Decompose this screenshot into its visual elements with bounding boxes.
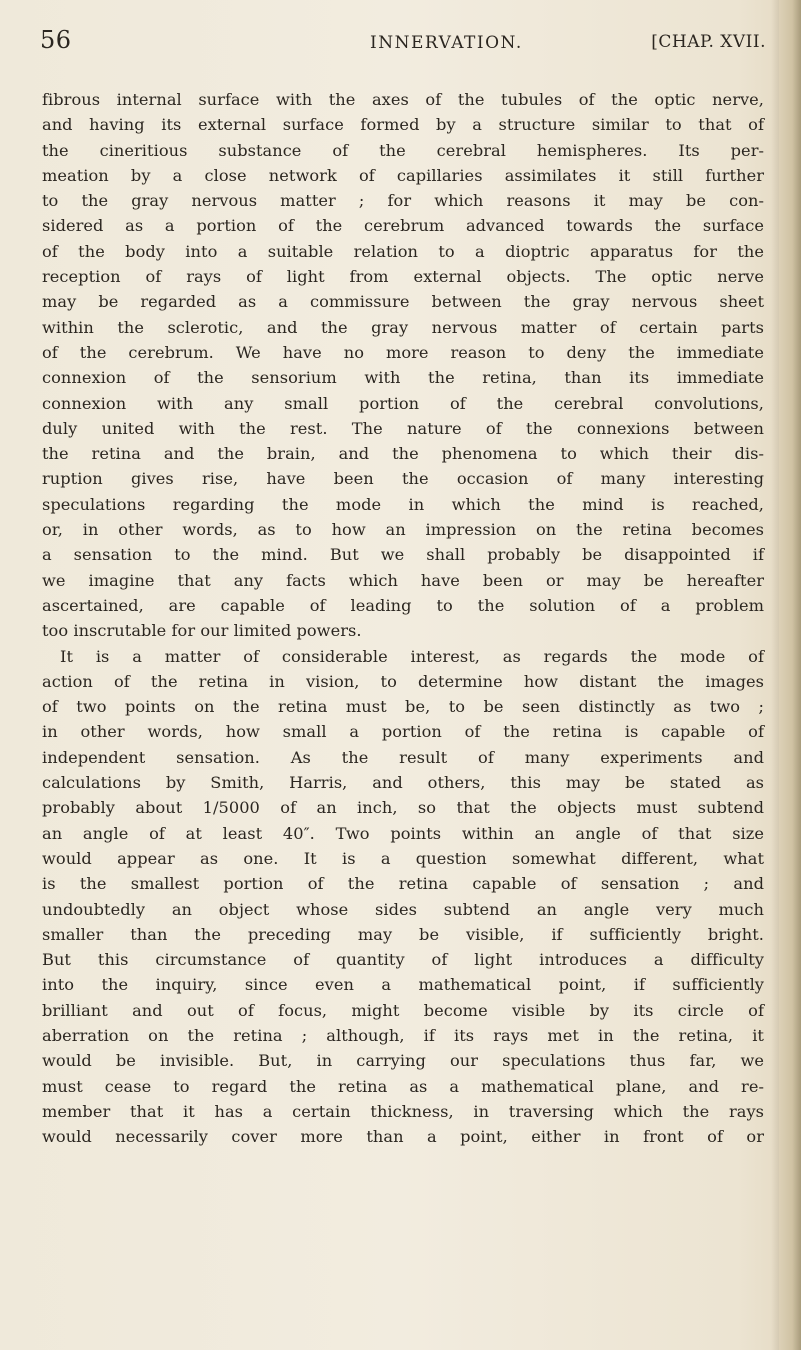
text-line: we imagine that any facts which have been or may be hereafter [42,570,764,590]
text-line: independent sensation. As the result of many experiments and [42,747,764,767]
text-line: connexion of the sensorium with the retina, than its immediate [42,368,764,388]
page-number: 56 [40,26,72,54]
text-line: of two points on the retina must be, to be seen distinctly as two ; [42,697,764,717]
text-line: of the body into a suitable relation to a dioptric apparatus for the [42,241,764,261]
text-line: too inscrutable for our limited powers. [42,621,362,641]
page-edge [779,0,801,1350]
text-line: action of the retina in vision, to determine how distant the images [42,671,764,691]
text-line: may be regarded as a commissure between the gray nervous sheet [42,292,764,312]
text-line: would necessarily cover more than a point, either in front of or [42,1127,764,1147]
text-line: calculations by Smith, Harris, and others, this may be stated as [42,773,764,793]
text-line: fibrous internal surface with the axes of the tubules of the optic nerve, [42,90,764,109]
text-line: within the sclerotic, and the gray nervous matter of certain parts [42,317,764,337]
chapter-reference: [CHAP. XVII. [651,32,766,52]
text-line: in other words, how small a portion of the retina is capable of [42,722,764,742]
running-head [40,22,766,62]
text-line: of the cerebrum. We have no more reason to deny the immediate [42,342,764,362]
text-line: ruption gives rise, have been the occasion of many interesting [42,469,764,489]
text-line: speculations regarding the mode in which the mind is reached, [42,494,764,514]
text-line: would be invisible. But, in carrying our speculations thus far, we [42,1051,764,1071]
text-line: the cineritious substance of the cerebral hemispheres. Its per- [42,140,764,160]
text-line: aberration on the retina ; although, if its rays met in the retina, it [42,1025,764,1045]
text-line: undoubtedly an object whose sides subtend an angle very much [42,899,764,919]
text-line: is the smallest portion of the retina capable of sensation ; and [42,874,764,894]
text-line: or, in other words, as to how an impression on the retina becomes [42,520,764,540]
text-line: a sensation to the mind. But we shall probably be disappointed if [42,545,764,565]
text-line: probably about 1/5000 of an inch, so that the objects must subtend [42,798,764,818]
text-line: meation by a close network of capillaries assimilates it still further [42,165,764,185]
text-line: duly united with the rest. The nature of the connexions between [42,418,764,438]
text-line: reception of rays of light from external objects. The optic nerve [42,267,764,287]
chapter-title: INNERVATION. [370,33,523,53]
text-line: to the gray nervous matter ; for which reasons it may be con- [42,191,764,211]
page-gutter-shadow [771,0,779,1350]
body-text [42,87,764,1149]
text-line: connexion with any small portion of the cerebral convolutions, [42,393,764,413]
text-line: sidered as a portion of the cerebrum advanced towards the surface [42,216,764,236]
text-line: and having its external surface formed by a structure similar to that of [42,115,764,135]
text-line: member that it has a certain thickness, in traversing which the rays [42,1101,764,1121]
text-line: brilliant and out of focus, might become visible by its circle of [42,1000,764,1020]
text-line: into the inquiry, since even a mathematical point, if sufficiently [42,975,764,995]
text-line: It is a matter of considerable interest, as regards the mode of [60,646,764,666]
text-line: But this circumstance of quantity of light introduces a difficulty [42,950,764,970]
text-line: the retina and the brain, and the phenomena to which their dis- [42,444,764,464]
text-line: must cease to regard the retina as a mathematical plane, and re- [42,1076,764,1096]
text-line: ascertained, are capable of leading to the solution of a problem [42,595,764,615]
text-line: an angle of at least 40″. Two points within an angle of that size [42,823,764,843]
text-line: would appear as one. It is a question somewhat different, what [42,848,764,868]
text-line: smaller than the preceding may be visible, if sufficiently bright. [42,924,764,944]
